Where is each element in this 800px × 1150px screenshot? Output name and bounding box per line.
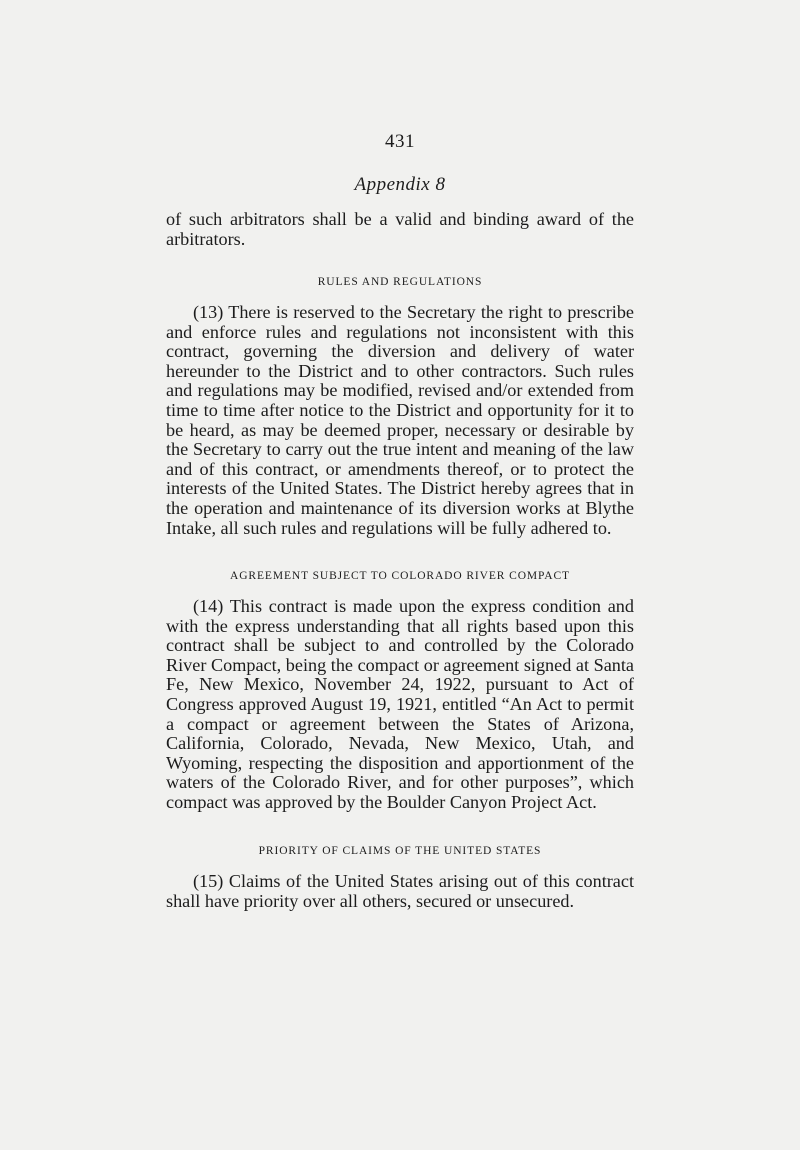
section-heading-rules-and-regulations: RULES AND REGULATIONS — [317, 276, 483, 288]
paragraph-14-text: (14) This contract is made upon the express condition and with the express understanding that all rights based upon this contract shall be subject to and controlled by the Colorado River Compact, being the compact or agreement signed at Santa Fe, New Mexico, November 24, 1922, pursuant to Act of Congress approved August 19, 1921, entitled “An Act to permit a compact or agreement between the States of Arizona, California, Colorado, Nevada, New Mexico, Utah, and Wyoming, respecting the disposition and apportionment of the waters of the Colorado River, and for other purposes”, which compact was approved by the Boulder Canyon Project Act. — [166, 596, 634, 812]
section-paragraph-13 — [166, 303, 634, 538]
section-paragraph-15 — [166, 872, 634, 911]
continuation-text: of such arbitrators shall be a valid and binding award of the arbitrators. — [166, 209, 634, 249]
paragraph-15-text: (15) Claims of the United States arising out of this contract shall have priority over all others, secured or unsecured. — [166, 871, 634, 911]
section-heading-priority-of-claims: PRIORITY OF CLAIMS OF THE UNITED STATES — [258, 845, 542, 857]
section-paragraph-14 — [166, 597, 634, 813]
paragraph-13-text: (13) There is reserved to the Secretary the right to prescribe and enforce rules and regulations not inconsistent with this contract, governing the diversion and delivery of water hereunder to the District and to other contractors. Such rules and regulations may be modified, revised and/or extended from time to time after notice to the District and opportunity for it to be heard, as may be deemed proper, necessary or desirable by the Secretary to carry out the true intent and meaning of the law and of this contract, or amendments thereof, or to protect the interests of the United States. The District hereby agrees that in the operation and maintenance of its diversion works at Blythe Intake, all such rules and regulations will be fully adhered to. — [166, 302, 634, 538]
section-heading-colorado-river-compact: AGREEMENT SUBJECT TO COLORADO RIVER COMPACT — [230, 570, 570, 582]
running-head: Appendix 8 — [354, 174, 446, 195]
page-number: 431 — [385, 131, 415, 152]
continuation-paragraph — [166, 210, 634, 249]
